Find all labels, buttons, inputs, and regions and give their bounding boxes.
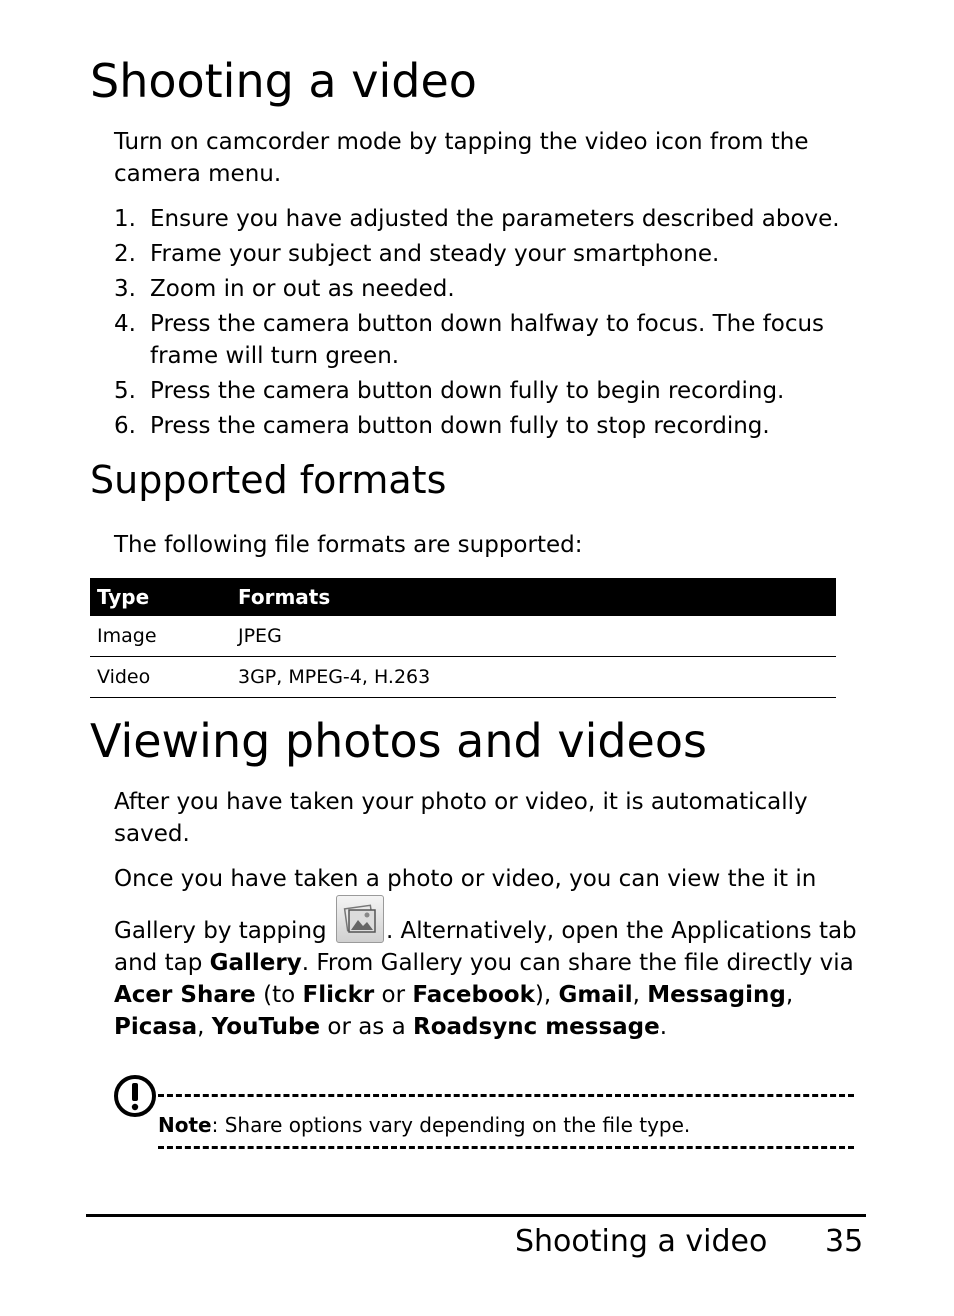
footer-section-title: Shooting a video [515,1224,768,1259]
keyword-messaging: Messaging [647,982,786,1008]
table-row [90,657,836,698]
viewing-para-1: After you have taken your photo or video, it is automatically saved. [114,789,808,847]
note-label: Note [158,1113,212,1137]
heading-shooting-a-video: Shooting a video [90,54,477,108]
step-number: 3. [114,276,136,302]
step-text: Press the camera button down fully to stop recording. [150,413,770,439]
list-item [114,203,874,235]
keyword-picasa: Picasa [114,1014,198,1040]
para-text: . Alternatively, open the Applications tab and tap [114,918,857,976]
shooting-intro: Turn on camcorder mode by tapping the video icon from the camera menu. [114,129,809,187]
keyword-youtube: YouTube [211,1014,321,1040]
note-text [158,1112,690,1138]
step-number: 1. [114,206,136,232]
para-text: ), [534,982,559,1008]
table-cell: Video [90,657,231,698]
keyword-acer-share: Acer Share [114,982,256,1008]
keyword-gallery: Gallery [209,950,302,976]
step-text: Press the camera button down halfway to focus. The focus frame will turn green. [150,311,825,369]
keyword-roadsync-message: Roadsync message [413,1014,660,1040]
para-text: , [632,982,648,1008]
step-text: Zoom in or out as needed. [150,276,455,302]
table-header-row [90,578,836,616]
shooting-steps-list [114,203,874,442]
note-divider-bottom [158,1146,854,1149]
table-header-type: Type [90,578,231,616]
para-text: . From Gallery you can share the file directly via [301,950,854,976]
page-number: 35 [825,1224,864,1259]
step-text: Ensure you have adjusted the parameters described above. [150,206,840,232]
keyword-flickr: Flickr [302,982,375,1008]
table-cell: Image [90,616,231,657]
para-text: , [197,1014,212,1040]
para-text: (to [255,982,303,1008]
note-body: : Share options vary depending on the file type. [211,1113,691,1137]
keyword-gmail: Gmail [558,982,633,1008]
table-cell: 3GP, MPEG-4, H.263 [231,657,836,698]
step-number: 2. [114,241,136,267]
viewing-para-2 [114,863,874,1043]
para-text: , [785,982,794,1008]
list-item [114,238,874,270]
formats-intro: The following file formats are supported: [114,532,583,558]
step-number: 4. [114,311,136,337]
gallery-icon [336,895,384,943]
footer-rule [86,1214,866,1217]
keyword-facebook: Facebook [412,982,535,1008]
step-number: 6. [114,413,136,439]
para-text: or [374,982,413,1008]
table-row [90,616,836,657]
step-text: Press the camera button down fully to begin recording. [150,378,785,404]
list-item [114,375,874,407]
para-text: Once you have taken a photo or video, you can view the it in Gallery by tapping [114,866,817,944]
para-text: or as a [320,1014,414,1040]
step-text: Frame your subject and steady your smartphone. [150,241,720,267]
step-number: 5. [114,378,136,404]
table-header-formats: Formats [231,578,836,616]
heading-supported-formats: Supported formats [90,458,447,502]
formats-table [90,578,836,698]
table-cell: JPEG [231,616,836,657]
list-item [114,410,874,442]
list-item [114,273,874,305]
heading-viewing-photos: Viewing photos and videos [90,714,707,768]
warning-icon [112,1074,158,1118]
list-item [114,308,855,372]
para-text: . [659,1014,668,1040]
note-divider-top [158,1094,854,1097]
